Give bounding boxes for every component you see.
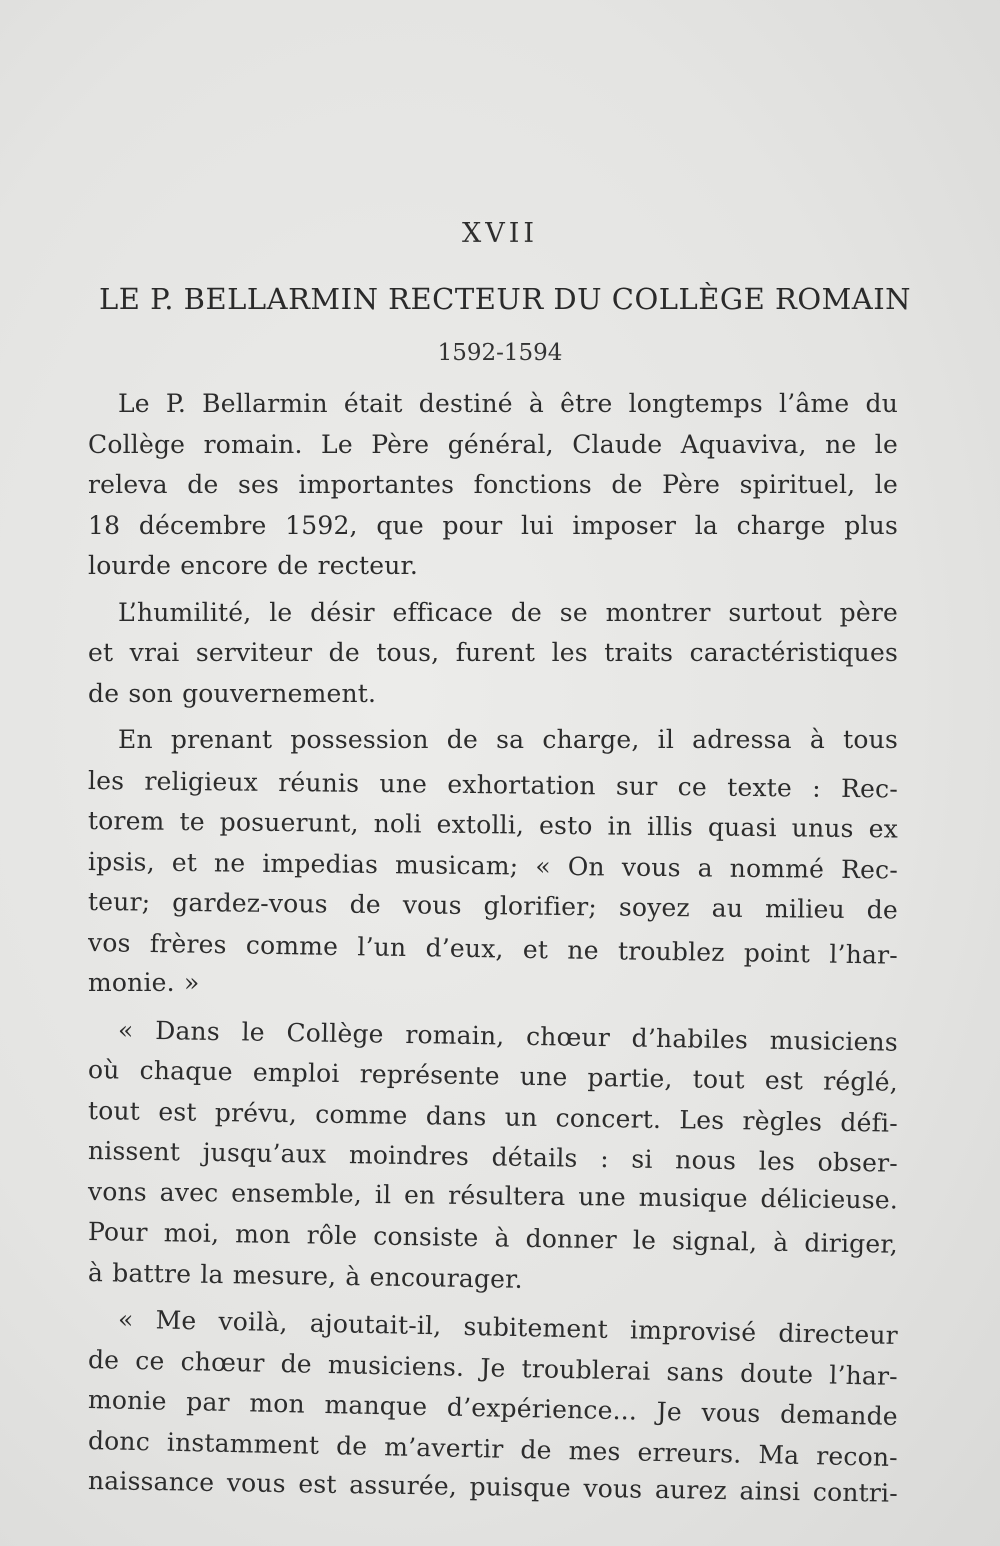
text-line: torem te posuerunt, noli extolli, esto in illis quasi unus ex: [87, 806, 899, 844]
chapter-title: LE P. BELLARMIN RECTEUR DU COLLÈGE ROMAIN: [98, 282, 912, 316]
text-line: Collège romain. Le Père général, Claude Aquaviva, ne le: [88, 429, 898, 459]
text-line: naissance vous est assurée, puisque vous aurez ainsi contri-: [87, 1466, 899, 1508]
text-line: releva de ses importantes fonctions de Père spirituel, le: [88, 470, 898, 499]
text-line: L’humilité, le désir efficace de se montrer surtout père: [118, 597, 898, 627]
text-line: « Me voilà, ajoutait-il, subitement improvisé directeur: [117, 1304, 899, 1350]
text-line: teur; gardez-vous de vous glorifier; soyez au milieu de: [87, 887, 899, 925]
text-line: nissent jusqu’aux moindres détails : si nous les obser-: [87, 1136, 899, 1178]
text-line: ipsis, et ne impedias musicam; « On vous a nommé Rec-: [87, 846, 899, 884]
text-line: où chaque emploi représente une partie, tout est réglé,: [87, 1055, 899, 1097]
text-line: à battre la mesure, à encourager.: [87, 1257, 523, 1294]
text-line: « Dans le Collège romain, chœur d’habiles musiciens: [117, 1014, 899, 1057]
text-line: monie par mon manque d’expérience... Je vous demande: [87, 1385, 899, 1431]
text-line: et vrai serviteur de tous, furent les traits caractéristiques: [88, 638, 898, 667]
text-line: 18 décembre 1592, que pour lui imposer la charge plus: [88, 510, 898, 540]
chapter-dates: 1592-1594: [437, 340, 563, 366]
text-line: Le P. Bellarmin était destiné à être longtemps l’âme du: [118, 389, 898, 418]
chapter-number: XVII: [461, 218, 539, 249]
text-line: les religieux réunis une exhortation sur ce texte : Rec-: [87, 765, 899, 803]
text-line: lourde encore de recteur.: [88, 551, 419, 580]
text-line: de ce chœur de musiciens. Je troublerai sans doute l’har-: [87, 1344, 899, 1391]
body-text: [87, 384, 899, 1508]
text-line: vos frères comme l’un d’eux, et ne troublez point l’har-: [87, 927, 899, 970]
text-line: tout est prévu, comme dans un concert. Les règles défi-: [87, 1095, 899, 1138]
text-line: vons avec ensemble, il en résultera une musique délicieuse.: [87, 1176, 899, 1214]
text-line: Pour moi, mon rôle consiste à donner le signal, à diriger,: [87, 1217, 899, 1259]
text-line: monie. »: [88, 968, 200, 997]
text-line: En prenant possession de sa charge, il adressa à tous: [118, 725, 898, 754]
text-line: donc instamment de m’avertir de mes erreurs. Ma recon-: [87, 1425, 899, 1472]
text-line: de son gouvernement.: [88, 678, 377, 708]
